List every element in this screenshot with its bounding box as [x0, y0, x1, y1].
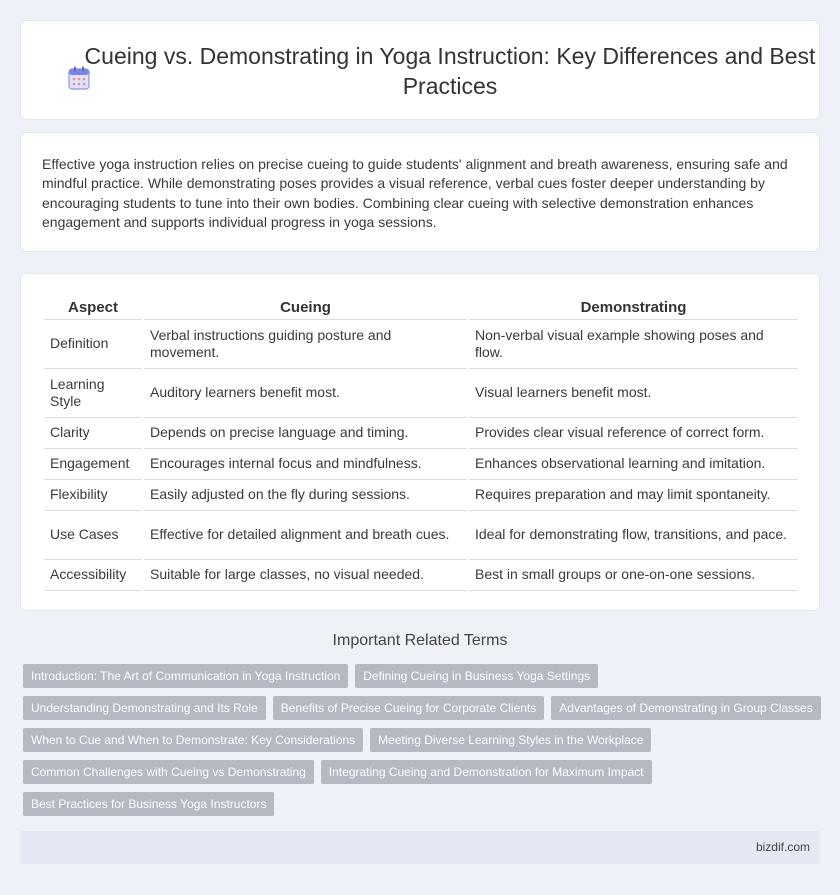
- aspect-cell: Use Cases: [44, 511, 142, 560]
- aspect-cell: Engagement: [44, 449, 142, 480]
- header-cueing: Cueing: [144, 296, 467, 320]
- footer: [20, 831, 820, 864]
- aspect-cell: Learning Style: [44, 369, 142, 418]
- aspect-cell: Clarity: [44, 418, 142, 449]
- comparison-table: [42, 296, 800, 591]
- comparison-card: [20, 273, 820, 611]
- table-header-row: [44, 296, 798, 320]
- table-row: [44, 480, 798, 511]
- related-term-tag[interactable]: Defining Cueing in Business Yoga Settings: [355, 664, 598, 688]
- aspect-cell: Accessibility: [44, 560, 142, 591]
- table-row: [44, 320, 798, 369]
- related-term-tag[interactable]: Common Challenges with Cueing vs Demonstrating: [23, 760, 314, 784]
- demonstrating-cell: Non-verbal visual example showing poses and flow.: [469, 320, 798, 369]
- footer-site-link[interactable]: bizdif.com: [755, 840, 810, 854]
- aspect-cell: Flexibility: [44, 480, 142, 511]
- table-row: [44, 449, 798, 480]
- related-term-tag[interactable]: When to Cue and When to Demonstrate: Key Considerations: [23, 728, 363, 752]
- cueing-cell: Verbal instructions guiding posture and movement.: [144, 320, 467, 369]
- related-term-tag[interactable]: Advantages of Demonstrating in Group Classes: [551, 696, 820, 720]
- demonstrating-cell: Provides clear visual reference of correct form.: [469, 418, 798, 449]
- demonstrating-cell: Best in small groups or one-on-one sessions.: [469, 560, 798, 591]
- cueing-cell: Auditory learners benefit most.: [144, 369, 467, 418]
- related-term-tag[interactable]: Integrating Cueing and Demonstration for Maximum Impact: [321, 760, 652, 784]
- table-row: [44, 369, 798, 418]
- intro-card: [20, 132, 820, 252]
- related-terms-heading: Important Related Terms: [332, 632, 508, 649]
- demonstrating-cell: Visual learners benefit most.: [469, 369, 798, 418]
- table-row: [44, 511, 798, 560]
- table-row: [44, 418, 798, 449]
- demonstrating-cell: Enhances observational learning and imitation.: [469, 449, 798, 480]
- related-term-tag[interactable]: Benefits of Precise Cueing for Corporate Clients: [273, 696, 544, 720]
- cueing-cell: Easily adjusted on the fly during sessions.: [144, 480, 467, 511]
- cueing-cell: Depends on precise language and timing.: [144, 418, 467, 449]
- intro-paragraph: Effective yoga instruction relies on precise cueing to guide students' alignment and breath awareness, ensuring safe and mindful practice. While demonstrating poses provides a visual reference, verbal cues foster deeper understanding by encouraging students to tune into their own bodies. Combining clear cueing with selective demonstration enhances engagement and supports individual progress in yoga sessions.: [42, 156, 788, 231]
- related-term-tag[interactable]: Best Practices for Business Yoga Instructors: [23, 792, 274, 816]
- header-aspect: Aspect: [44, 296, 142, 320]
- cueing-cell: Encourages internal focus and mindfulness.: [144, 449, 467, 480]
- aspect-cell: Definition: [44, 320, 142, 369]
- related-term-tag[interactable]: Meeting Diverse Learning Styles in the Workplace: [370, 728, 651, 752]
- related-term-tag[interactable]: Understanding Demonstrating and Its Role: [23, 696, 266, 720]
- table-row: [44, 560, 798, 591]
- cueing-cell: Effective for detailed alignment and breath cues.: [144, 511, 467, 560]
- demonstrating-cell: Requires preparation and may limit spontaneity.: [469, 480, 798, 511]
- header-demonstrating: Demonstrating: [469, 296, 798, 320]
- related-terms-list: [23, 664, 823, 816]
- page-title: Cueing vs. Demonstrating in Yoga Instruction: Key Differences and Best Practices: [84, 43, 816, 99]
- related-term-tag[interactable]: Introduction: The Art of Communication in Yoga Instruction: [23, 664, 348, 688]
- cueing-cell: Suitable for large classes, no visual needed.: [144, 560, 467, 591]
- demonstrating-cell: Ideal for demonstrating flow, transitions, and pace.: [469, 511, 798, 560]
